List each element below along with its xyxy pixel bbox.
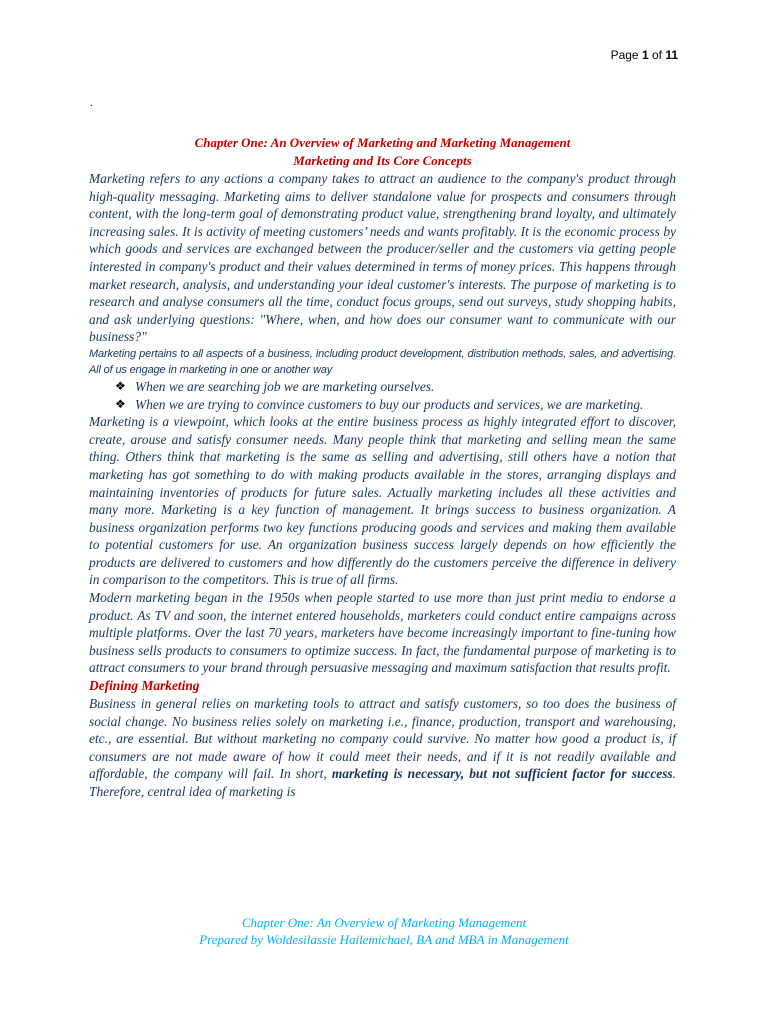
stray-mark: . (90, 98, 93, 109)
section-heading: Defining Marketing (89, 678, 200, 694)
page-current: 1 (641, 48, 649, 62)
document-body (89, 134, 676, 801)
paragraph-marketing-definition: Marketing refers to any actions a company takes to attract an audience to the company's product through high-quality messaging. Marketing aims to deliver standalone value for prospects and consumers through content, with the long-term goal of demonstrating product value, strengthening brand loyalty, and ultimately increasing sales. It is activity of meeting customers’ needs and wants profitably. It is the economic process by which goods and services are exchanged between the producer/seller and the customers via getting people interested in company's product and their values determined in terms of money prices. This happens through market research, analysis, and understanding your ideal customer's interests. The purpose of marketing is to research and analyse consumers all the time, conduct focus groups, send out surveys, study shopping habits, and ask underlying questions: "Where, when, and how does our consumer want to communicate with our business?" (89, 171, 676, 345)
bullet-list (89, 378, 676, 413)
bullet-item: ❖ When we are trying to convince customers to buy our products and services, we are marketing. (115, 396, 644, 412)
chapter-subtitle: Marketing and Its Core Concepts (293, 153, 472, 168)
paragraph-business-relies: Business in general relies on marketing tools to attract and satisfy customers, so too does the business of social change. No business relies solely on marketing i.e., finance, production, transport and warehousing, etc., are essential. But without marketing no company could survive. No matter how good a product is, if consumers are not made aware of how it could meet their needs, and if it is not readily available and affordable, the company will fail. In short, marketing is necessary, but not sufficient factor for success. Therefore, central idea of marketing is (89, 696, 676, 799)
chapter-title: Chapter One: An Overview of Marketing and Marketing Management (194, 135, 571, 150)
bold-emphasis: marketing is necessary, but not sufficient factor for success (331, 766, 673, 782)
page-number: Page 1 of 11 (610, 48, 678, 62)
paragraph-modern-marketing: Modern marketing began in the 1950s when people started to use more than just print media to endorse a product. As TV and soon, the internet entered households, marketers could conduct entire campaigns across multiple platforms. Over the last 70 years, marketers have become increasingly important to fine-tuning how business sells products to consumers to optimize success. In fact, the fundamental purpose of marketing is to attract consumers to your brand through persuasive messaging and maximum satisfaction that results profit. (89, 590, 676, 676)
diamond-bullet-icon: ❖ (115, 378, 126, 393)
page-total: 11 (665, 48, 678, 62)
page-footer (0, 914, 768, 948)
paragraph-marketing-aspects: Marketing pertains to all aspects of a business, including product development, distribution methods, sales, and advertising. All of us engage in marketing in one or another way (89, 347, 676, 376)
paragraph-marketing-viewpoint: Marketing is a viewpoint, which looks at the entire business process as highly integrated effort to discover, create, arouse and satisfy consumer needs. Many people think that marketing and selling mean the same thing. Others think that marketing is the same as selling and advertising, still others have a notion that marketing has got something to do with making products available in the stores, arranging displays and maintaining inventories of products for future sales. Actually marketing includes all these activities and many more. Marketing is a key function of management. It brings success to business organization. A business organization performs two key functions producing goods and services and making them available to potential customers for use. An organization business success largely depends on how efficiently the products are delivered to customers and how differently do the customers perceive the difference in delivery in comparison to the competitors. This is true of all firms. (89, 414, 676, 588)
diamond-bullet-icon: ❖ (115, 396, 126, 411)
footer-line-author: Prepared by Woldesilassie Hailemichael, BA and MBA in Management (199, 932, 569, 947)
footer-line-chapter: Chapter One: An Overview of Marketing Management (241, 915, 527, 930)
bullet-item: ❖ When we are searching job we are marketing ourselves. (115, 378, 435, 394)
